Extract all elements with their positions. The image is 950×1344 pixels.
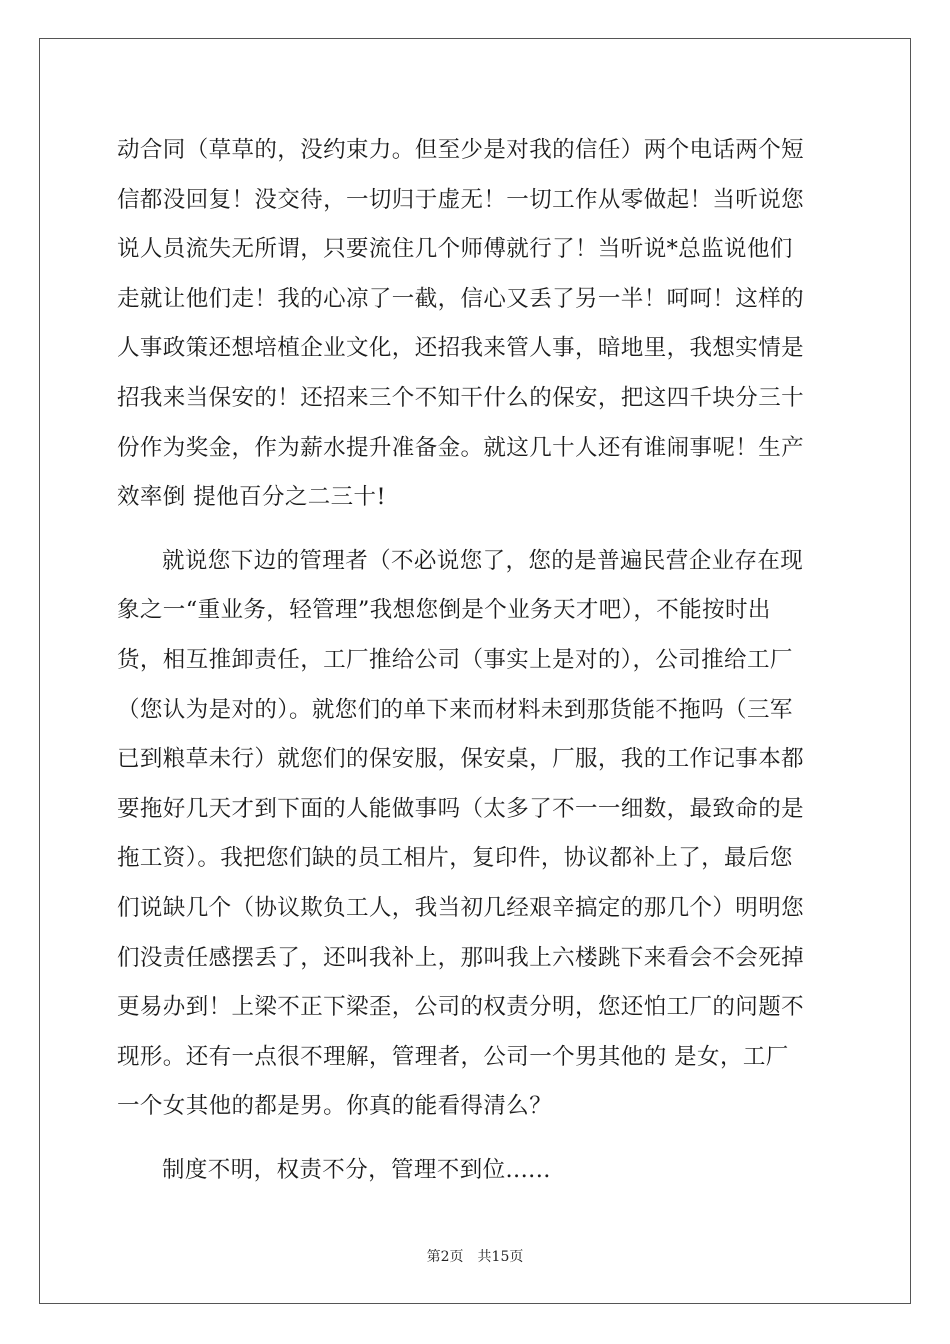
- text-line: 货，相互推卸责任，工厂推给公司（事实上是对的），公司推给工厂: [117, 646, 793, 673]
- text-line: 效率倒 提他百分之二三十!: [117, 484, 386, 511]
- text-line: 更易办到！上梁不正下梁歪，公司的权责分明，您还怕工厂的问题不: [117, 994, 805, 1021]
- paragraph-gap: [117, 523, 835, 537]
- text-line: 信都没回复！没交待，一切归于虚无！一切工作从零做起！当听说您: [117, 186, 805, 213]
- text-line: 份作为奖金，作为薪水提升准备金。就这几十人还有谁闹事呢！生产: [117, 434, 805, 461]
- text-line: 人事政策还想培植企业文化，还招我来管人事，暗地里，我想实情是: [117, 335, 805, 362]
- text-line: 们说缺几个（协议欺负工人，我当初几经艰辛搞定的那几个）明明您: [117, 894, 805, 921]
- document-body: [117, 126, 835, 1195]
- text-line: 现形。还有一点很不理解，管理者，公司一个男其他的 是女，工厂: [117, 1043, 789, 1070]
- text-line: 说人员流失无所谓，只要流住几个师傅就行了！当听说*总监说他们: [117, 236, 793, 263]
- paragraph-3: [117, 1146, 835, 1196]
- text-line-first: 制度不明，权责不分，管理不到位......: [162, 1156, 551, 1183]
- text-line: 一个女其他的都是男。你真的能看得清么？: [117, 1093, 553, 1120]
- paragraph-1: [117, 126, 835, 523]
- text-line: 象之一“重业务，轻管理”我想您倒是个业务天才吧），不能按时出: [117, 597, 771, 624]
- text-line: 们没责任感摆丢了，还叫我补上，那叫我上六楼跳下来看会不会死掉: [117, 944, 805, 971]
- page-number: 第2页 共15页: [426, 1249, 524, 1265]
- text-line: 动合同（草草的，没约束力。但至少是对我的信任）两个电话两个短: [117, 137, 805, 163]
- text-line-first: 就说您下边的管理者（不必说您了，您的是普遍民营企业存在现: [162, 547, 804, 574]
- paragraph-gap: [117, 1132, 835, 1146]
- text-line: 走就让他们走！我的心凉了一截，信心又丢了另一半！呵呵！这样的: [117, 285, 805, 312]
- text-line: 已到粮草未行）就您们的保安服，保安桌，厂服，我的工作记事本都: [117, 746, 805, 773]
- text-line: （您认为是对的）。就您们的单下来而材料未到那货能不拖吗（三军: [117, 696, 793, 723]
- text-line: 要拖好几天才到下面的人能做事吗（太多了不一一细数，最致命的是: [117, 795, 805, 822]
- text-line: 招我来当保安的！还招来三个不知干什么的保安，把这四千块分三十: [117, 384, 805, 411]
- text-line: 拖工资）。我把您们缺的员工相片，复印件，协议都补上了，最后您: [117, 845, 793, 872]
- paragraph-2: [117, 537, 835, 1132]
